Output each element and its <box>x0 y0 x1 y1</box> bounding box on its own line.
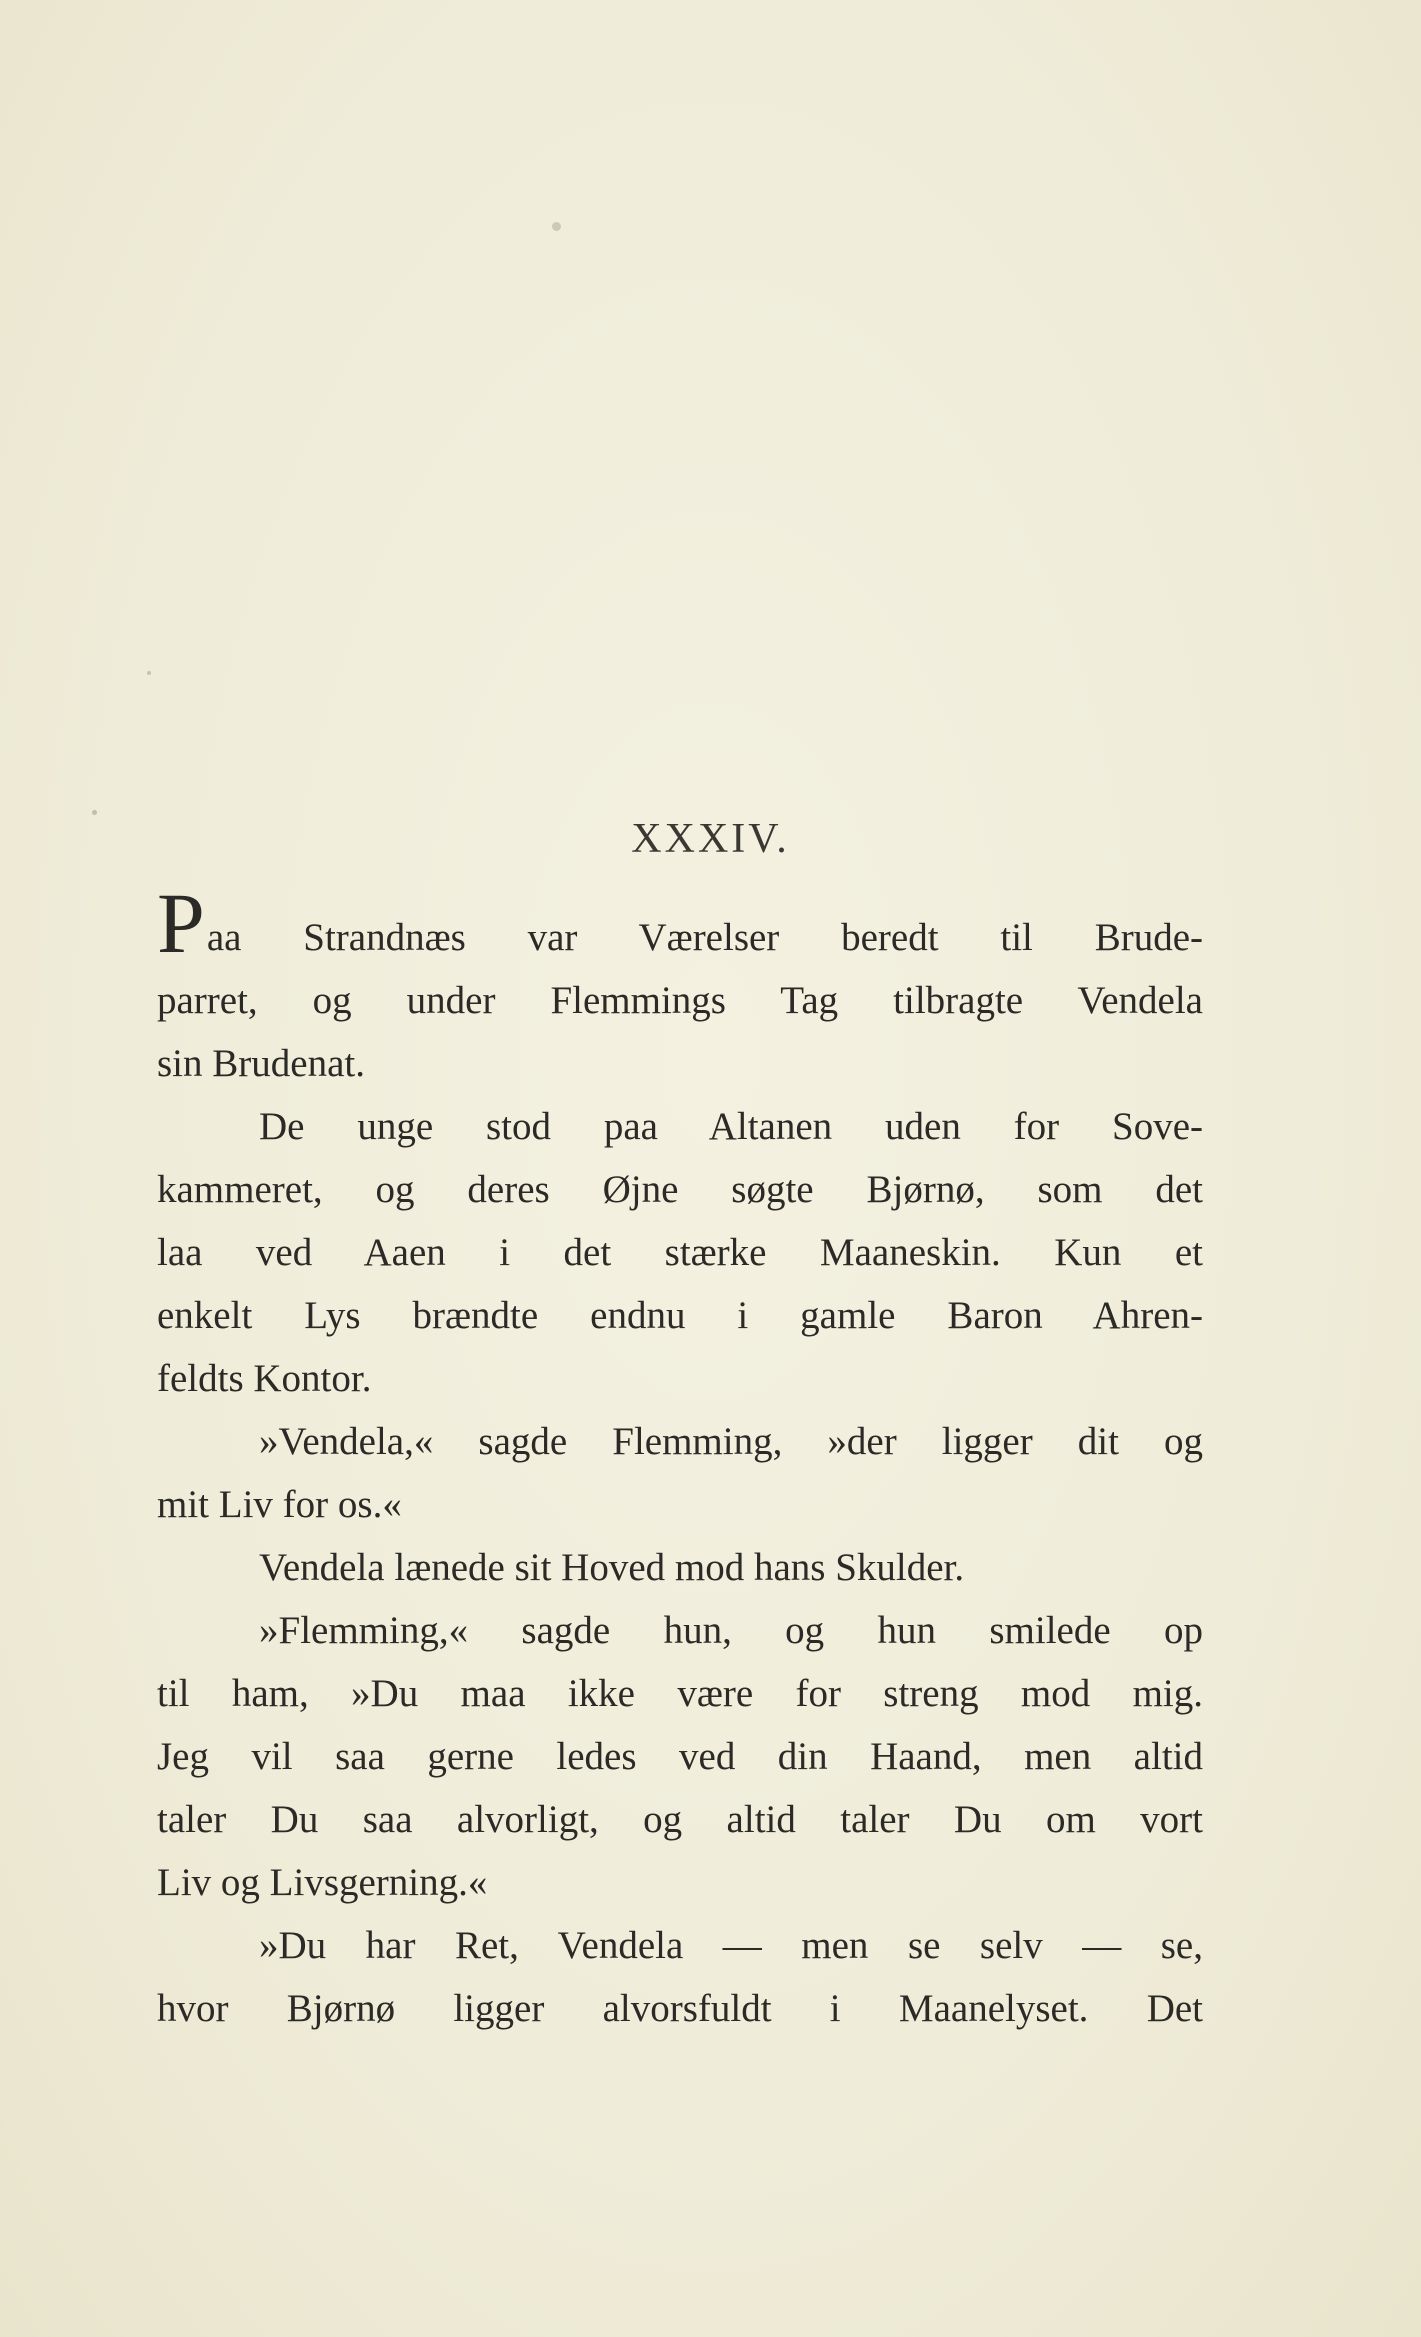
paragraph <box>157 1095 1203 1410</box>
text-line: »Du har Ret, Vendela — men se selv — se, <box>259 1924 1203 1967</box>
paragraph <box>157 1410 1203 1536</box>
paragraph <box>157 1599 1203 1914</box>
text-line: laa ved Aaen i det stærke Maaneskin. Kun et <box>157 1231 1203 1274</box>
text-line: parret, og under Flemmings Tag tilbragte Vendela <box>157 979 1203 1022</box>
paragraph <box>157 1914 1203 2040</box>
text-line: enkelt Lys brændte endnu i gamle Baron Ahren- <box>157 1294 1203 1337</box>
text-line: sin Brudenat. <box>157 1042 365 1085</box>
paper-speck <box>147 671 151 675</box>
body-text <box>157 875 1203 2040</box>
paragraph <box>157 875 1203 1095</box>
chapter-heading: XXXIV. <box>631 816 790 862</box>
text-line: feldts Kontor. <box>157 1357 372 1400</box>
text-line: Vendela lænede sit Hoved mod hans Skulder. <box>259 1546 965 1589</box>
text-line: »Flemming,« sagde hun, og hun smilede op <box>259 1609 1203 1652</box>
text-line <box>157 875 1203 971</box>
paragraph <box>157 1536 1203 1599</box>
drop-cap: P <box>157 875 205 971</box>
text-line: kammeret, og deres Øjne søgte Bjørnø, som det <box>157 1168 1203 1211</box>
text-line: Jeg vil saa gerne ledes ved din Haand, men altid <box>157 1735 1203 1778</box>
line-text: aa Strandnæs var Værelser beredt til Brude- <box>206 916 1203 959</box>
text-line: til ham, »Du maa ikke være for streng mod mig. <box>157 1672 1203 1715</box>
text-line: Liv og Livsgerning.« <box>157 1861 488 1904</box>
text-line: »Vendela,« sagde Flemming, »der ligger dit og <box>259 1420 1203 1463</box>
paper-speck <box>552 222 561 231</box>
text-line: mit Liv for os.« <box>157 1483 402 1526</box>
text-line: De unge stod paa Altanen uden for Sove- <box>259 1105 1203 1148</box>
text-line: taler Du saa alvorligt, og altid taler Du om vort <box>157 1798 1203 1841</box>
text-line: hvor Bjørnø ligger alvorsfuldt i Maanelyset. Det <box>157 1987 1203 2030</box>
